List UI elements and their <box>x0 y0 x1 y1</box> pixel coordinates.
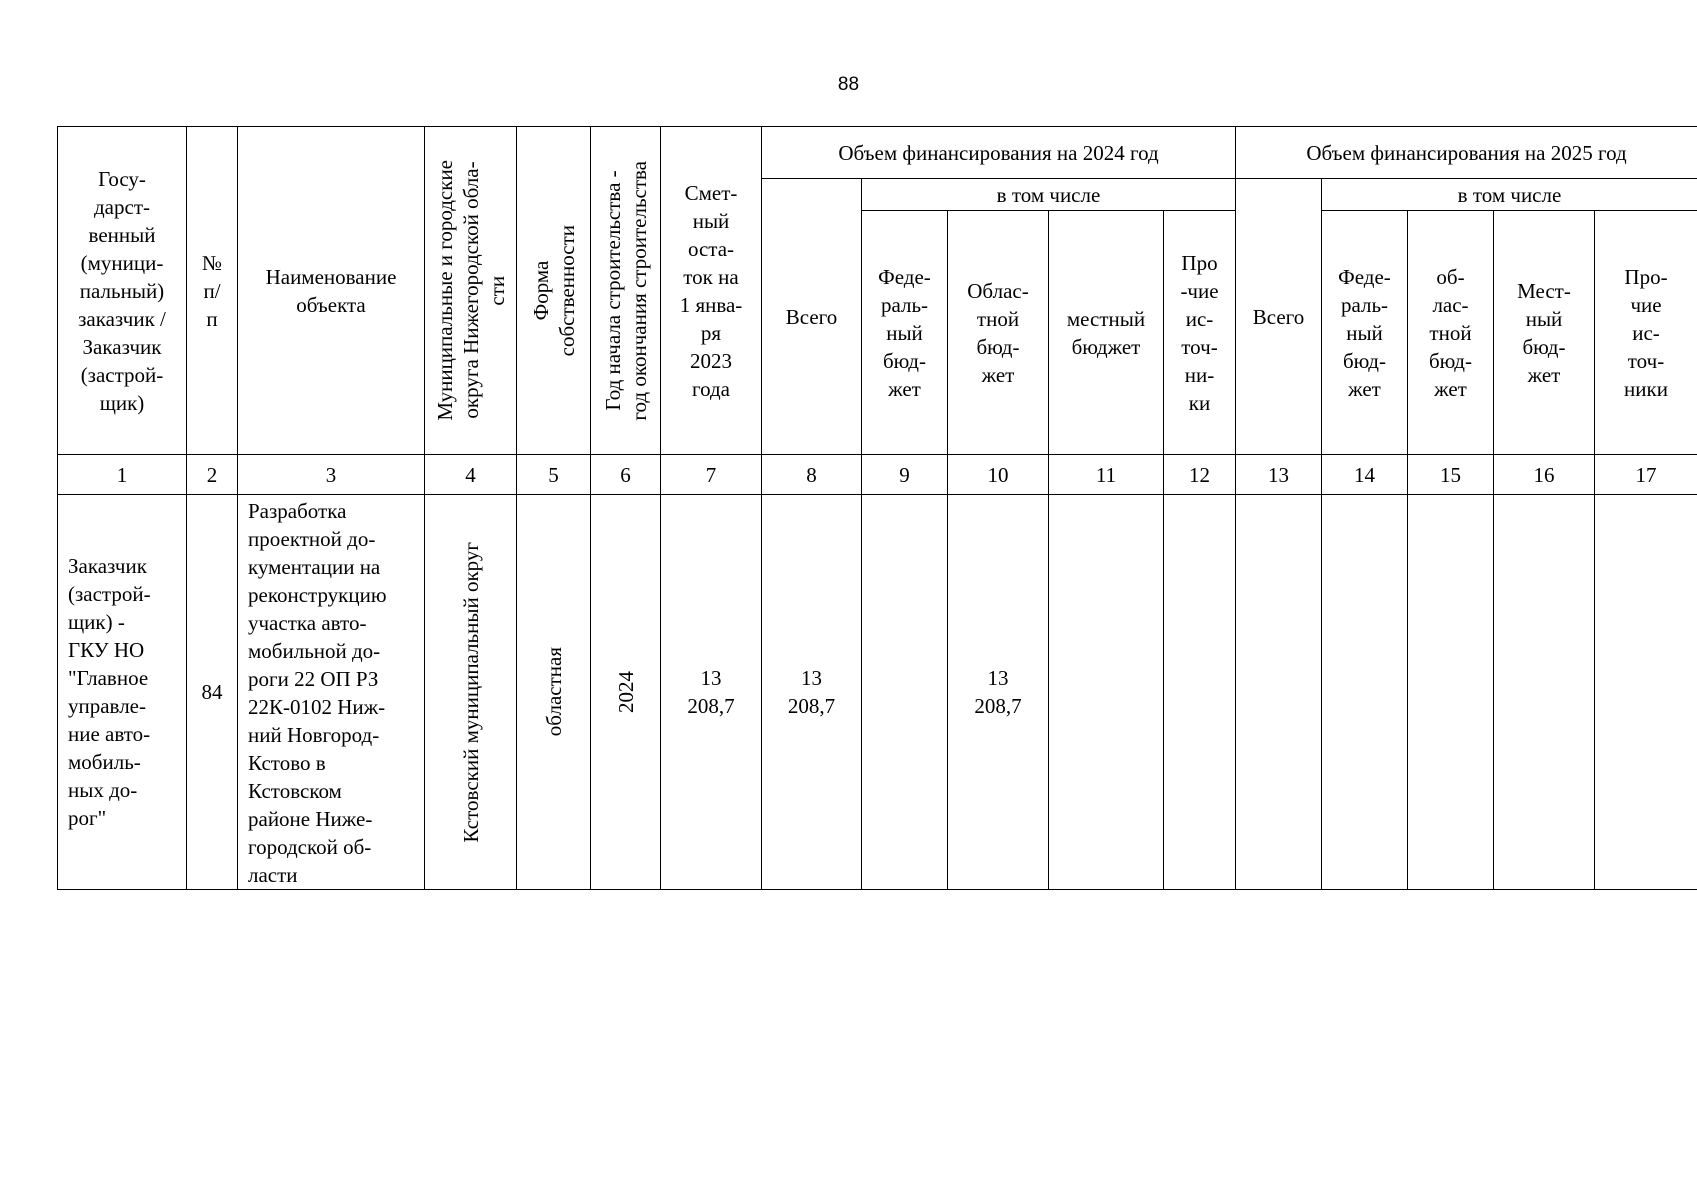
header-district-cell <box>425 127 517 455</box>
object-name-cell: Разработка проектной до- кументации на реконструкцию участка авто- мобильной до- роги 22 ОП РЗ 22К-0102 Ниж- ний Новгород- Кстово в Кстовском районе Ниже- городской об- ласти <box>238 495 425 890</box>
column-number: 6 <box>591 455 661 495</box>
column-number: 12 <box>1164 455 1236 495</box>
table-row <box>58 495 1697 890</box>
header-group-2025: Объем финансирования на 2025 год <box>1236 127 1697 179</box>
header-district: Муниципальные и городские округа Нижегородской обла- сти <box>432 160 509 421</box>
header-local-2025: Мест- ный бюд- жет <box>1494 211 1595 455</box>
header-other-2025: Про- чие ис- точ- ники <box>1595 211 1697 455</box>
column-number: 7 <box>661 455 762 495</box>
header-group-2024: Объем финансирования на 2024 год <box>762 127 1236 179</box>
column-number: 14 <box>1322 455 1408 495</box>
ownership-text: областная <box>541 647 566 737</box>
header-total-2024: Всего <box>762 179 862 455</box>
federal-2024-cell <box>862 495 948 890</box>
column-number: 8 <box>762 455 862 495</box>
header-years: Год начала строительства - год окончания строительства <box>600 160 651 421</box>
year-cell <box>591 495 661 890</box>
customer-cell: Заказчик (застрой- щик) - ГКУ НО "Главное управле- ние авто- мобиль- ных до- рог" <box>58 495 187 890</box>
column-number: 15 <box>1408 455 1494 495</box>
header-other-2024: Про -чие ис- точ- ни- ки <box>1164 211 1236 455</box>
financing-table <box>57 126 1697 890</box>
header-including-2025: в том числе <box>1322 179 1697 211</box>
column-number: 2 <box>187 455 238 495</box>
other-2024-cell <box>1164 495 1236 890</box>
header-years-cell <box>591 127 661 455</box>
column-number-row <box>58 455 1697 495</box>
page-number: 88 <box>837 74 860 95</box>
federal-2025-cell <box>1322 495 1408 890</box>
header-regional-2025: об- лас- тной бюд- жет <box>1408 211 1494 455</box>
column-number: 17 <box>1595 455 1697 495</box>
district-text: Кстовский муниципальный округ <box>458 541 483 843</box>
other-2025-cell <box>1595 495 1697 890</box>
header-ownership-cell <box>517 127 591 455</box>
header-total-2025: Всего <box>1236 179 1322 455</box>
column-number: 3 <box>238 455 425 495</box>
column-number: 11 <box>1049 455 1164 495</box>
header-regional-2024: Облас- тной бюд- жет <box>948 211 1049 455</box>
column-number: 1 <box>58 455 187 495</box>
local-2024-cell <box>1049 495 1164 890</box>
column-number: 10 <box>948 455 1049 495</box>
column-number: 16 <box>1494 455 1595 495</box>
header-federal-2025: Феде- раль- ный бюд- жет <box>1322 211 1408 455</box>
column-number: 13 <box>1236 455 1322 495</box>
district-cell <box>425 495 517 890</box>
row-number-cell: 84 <box>187 495 238 890</box>
estimate-remainder-cell: 13 208,7 <box>661 495 762 890</box>
regional-2024-cell: 13 208,7 <box>948 495 1049 890</box>
header-including-2024: в том числе <box>862 179 1236 211</box>
local-2025-cell <box>1494 495 1595 890</box>
year-text: 2024 <box>613 671 638 713</box>
header-number: № п/ п <box>187 127 238 455</box>
column-number: 4 <box>425 455 517 495</box>
total-2024-cell: 13 208,7 <box>762 495 862 890</box>
header-object-name: Наименование объекта <box>238 127 425 455</box>
total-2025-cell <box>1236 495 1322 890</box>
ownership-cell <box>517 495 591 890</box>
header-ownership: Форма собственности <box>528 224 579 357</box>
column-number: 5 <box>517 455 591 495</box>
header-local-2024: местный бюджет <box>1049 211 1164 455</box>
header-federal-2024: Феде- раль- ный бюд- жет <box>862 211 948 455</box>
column-number: 9 <box>862 455 948 495</box>
header-customer: Госу- дарст- венный (муници- пальный) заказчик / Заказчик (застрой- щик) <box>58 127 187 455</box>
regional-2025-cell <box>1408 495 1494 890</box>
header-estimate-remainder: Смет- ный оста- ток на 1 янва- ря 2023 года <box>661 127 762 455</box>
